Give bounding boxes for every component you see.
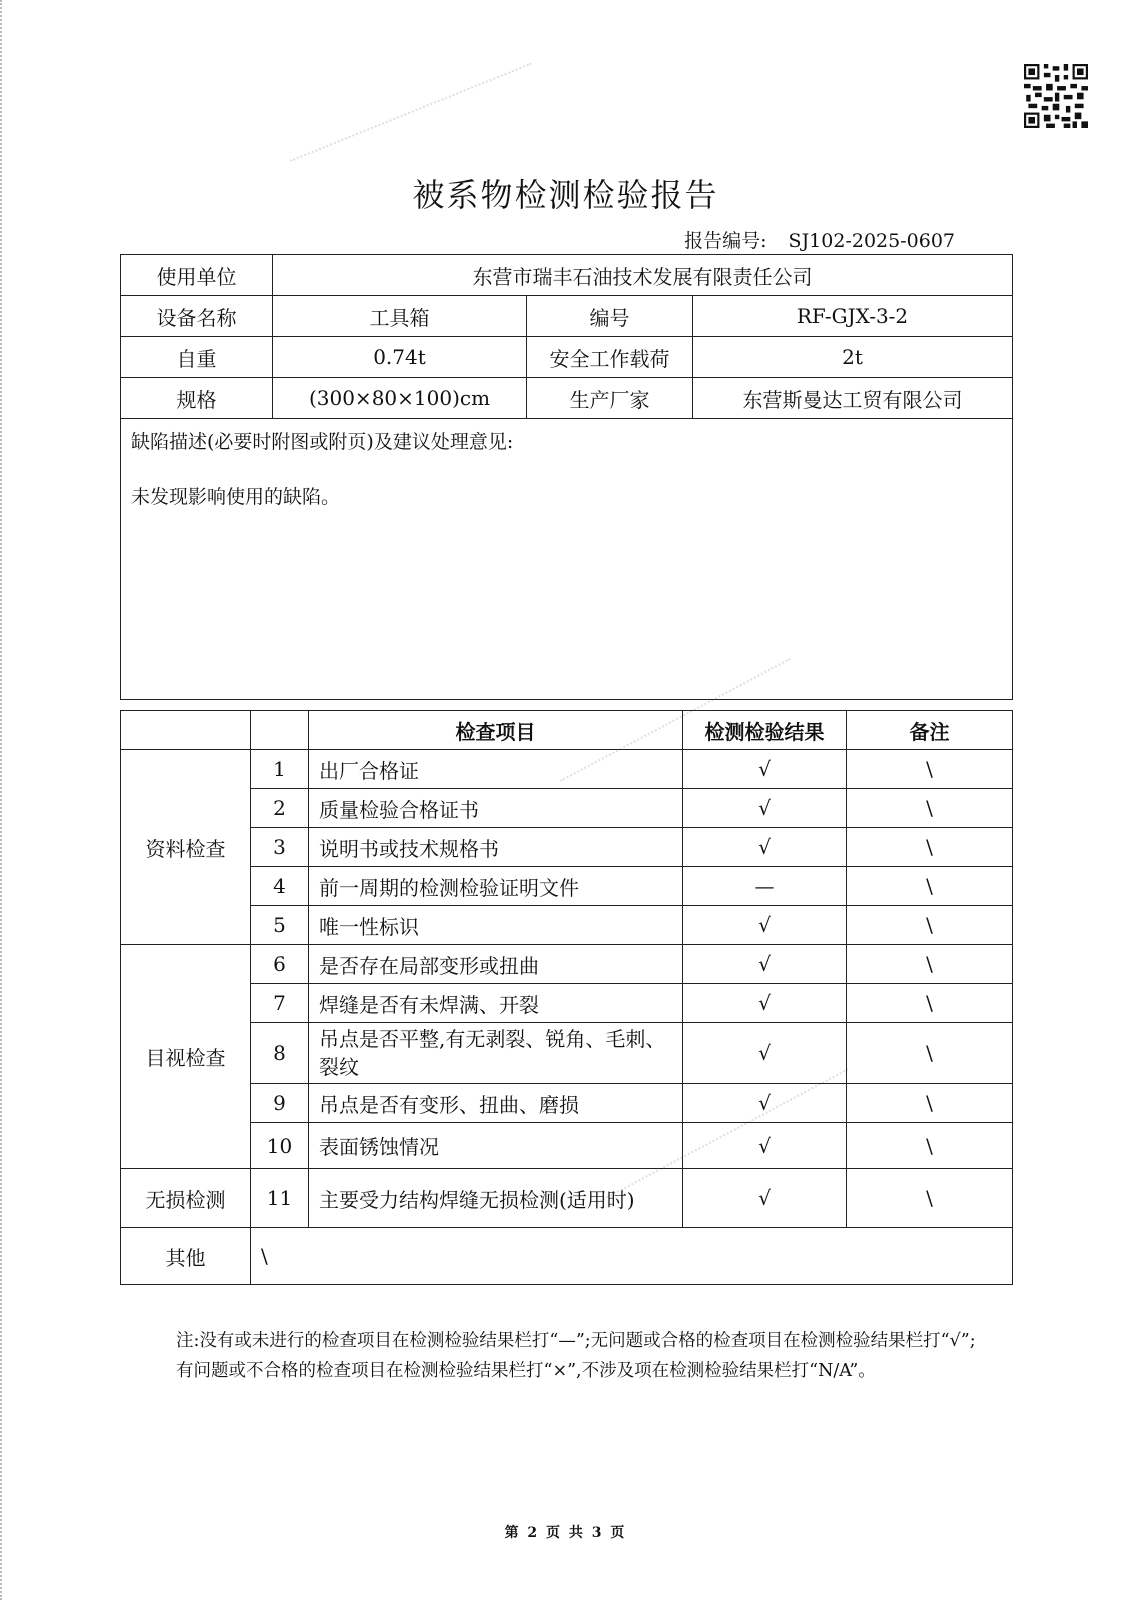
swl-label: 安全工作载荷 — [527, 337, 693, 378]
row-result: — — [683, 867, 847, 906]
info-row-defect — [121, 419, 1013, 700]
spec-value: (300×80×100)cm — [273, 378, 527, 419]
group-label: 资料检查 — [121, 750, 251, 945]
row-no: 7 — [251, 984, 309, 1023]
check-table-header — [121, 711, 1013, 750]
defect-label: 缺陷描述(必要时附图或附页)及建议处理意见: — [131, 431, 514, 453]
equipment-name-value: 工具箱 — [273, 296, 527, 337]
row-no: 1 — [251, 750, 309, 789]
defect-value: 未发现影响使用的缺陷。 — [131, 486, 341, 508]
info-row-spec — [121, 378, 1013, 419]
manufacturer-value: 东营斯曼达工贸有限公司 — [693, 378, 1013, 419]
watermark — [290, 63, 533, 164]
row-item: 说明书或技术规格书 — [309, 828, 683, 867]
row-remark: \ — [847, 828, 1013, 867]
row-no: 5 — [251, 906, 309, 945]
header-remark: 备注 — [847, 711, 1013, 750]
self-weight-label: 自重 — [121, 337, 273, 378]
document-title: 被系物检测检验报告 — [412, 176, 719, 214]
row-item: 唯一性标识 — [309, 906, 683, 945]
other-value: \ — [251, 1228, 1013, 1285]
table-row — [121, 828, 1013, 867]
row-remark: \ — [847, 984, 1013, 1023]
header-group — [121, 711, 251, 750]
row-no: 8 — [251, 1023, 309, 1084]
table-row-other — [121, 1228, 1013, 1285]
user-unit-value: 东营市瑞丰石油技术发展有限责任公司 — [273, 255, 1013, 296]
table-row — [121, 984, 1013, 1023]
row-remark: \ — [847, 789, 1013, 828]
row-item: 是否存在局部变形或扭曲 — [309, 945, 683, 984]
manufacturer-label: 生产厂家 — [527, 378, 693, 419]
row-result: √ — [683, 945, 847, 984]
other-label: 其他 — [121, 1228, 251, 1285]
row-result: √ — [683, 906, 847, 945]
self-weight-value: 0.74t — [273, 337, 527, 378]
table-row — [121, 1084, 1013, 1123]
report-number — [684, 226, 955, 253]
group-label: 无损检测 — [121, 1169, 251, 1228]
swl-value: 2t — [693, 337, 1013, 378]
row-item: 焊缝是否有未焊满、开裂 — [309, 984, 683, 1023]
info-row-user-unit — [121, 255, 1013, 296]
row-item: 表面锈蚀情况 — [309, 1123, 683, 1169]
row-no: 9 — [251, 1084, 309, 1123]
row-remark: \ — [847, 750, 1013, 789]
table-row — [121, 945, 1013, 984]
report-number-value: SJ102-2025-0607 — [788, 230, 955, 252]
row-remark: \ — [847, 867, 1013, 906]
row-no: 4 — [251, 867, 309, 906]
info-row-equipment — [121, 296, 1013, 337]
row-result: √ — [683, 789, 847, 828]
qr-code-icon — [1024, 64, 1088, 128]
row-no: 6 — [251, 945, 309, 984]
equipment-name-label: 设备名称 — [121, 296, 273, 337]
table-row — [121, 867, 1013, 906]
header-item: 检查项目 — [309, 711, 683, 750]
table-row — [121, 1169, 1013, 1228]
row-remark: \ — [847, 1023, 1013, 1084]
note-text: 注:没有或未进行的检查项目在检测检验结果栏打“—”;无问题或合格的检查项目在检测检验结果栏打“√”;有问题或不合格的检查项目在检测检验结果栏打“×”,不涉及项在检测检验结果栏打“N/A”。 — [176, 1331, 976, 1381]
user-unit-label: 使用单位 — [121, 255, 273, 296]
spec-label: 规格 — [121, 378, 273, 419]
table-row — [121, 750, 1013, 789]
info-row-weight — [121, 337, 1013, 378]
row-remark: \ — [847, 945, 1013, 984]
table-row — [121, 1023, 1013, 1084]
row-remark: \ — [847, 906, 1013, 945]
report-number-label: 报告编号: — [684, 230, 767, 252]
row-no: 2 — [251, 789, 309, 828]
table-row — [121, 789, 1013, 828]
check-table — [120, 710, 1013, 1285]
row-remark: \ — [847, 1123, 1013, 1169]
page-number: 第 2 页 共 3 页 — [504, 1525, 627, 1541]
row-item: 出厂合格证 — [309, 750, 683, 789]
serial-label: 编号 — [527, 296, 693, 337]
group-label: 目视检查 — [121, 945, 251, 1169]
table-row — [121, 906, 1013, 945]
info-table — [120, 254, 1013, 700]
defect-cell — [121, 419, 1013, 700]
scan-edge — [0, 0, 6, 1600]
row-item: 主要受力结构焊缝无损检测(适用时) — [309, 1169, 683, 1228]
row-no: 10 — [251, 1123, 309, 1169]
row-result: √ — [683, 984, 847, 1023]
row-result: √ — [683, 1123, 847, 1169]
row-result: √ — [683, 828, 847, 867]
row-no: 3 — [251, 828, 309, 867]
row-remark: \ — [847, 1084, 1013, 1123]
table-row — [121, 1123, 1013, 1169]
row-no: 11 — [251, 1169, 309, 1228]
row-item: 吊点是否有变形、扭曲、磨损 — [309, 1084, 683, 1123]
row-result: √ — [683, 1169, 847, 1228]
row-item: 前一周期的检测检验证明文件 — [309, 867, 683, 906]
row-item: 吊点是否平整,有无剥裂、锐角、毛刺、裂纹 — [309, 1023, 683, 1084]
row-result: √ — [683, 1023, 847, 1084]
row-item: 质量检验合格证书 — [309, 789, 683, 828]
serial-value: RF-GJX-3-2 — [693, 296, 1013, 337]
row-result: √ — [683, 750, 847, 789]
row-result: √ — [683, 1084, 847, 1123]
row-remark: \ — [847, 1169, 1013, 1228]
header-result: 检测检验结果 — [683, 711, 847, 750]
header-no — [251, 711, 309, 750]
